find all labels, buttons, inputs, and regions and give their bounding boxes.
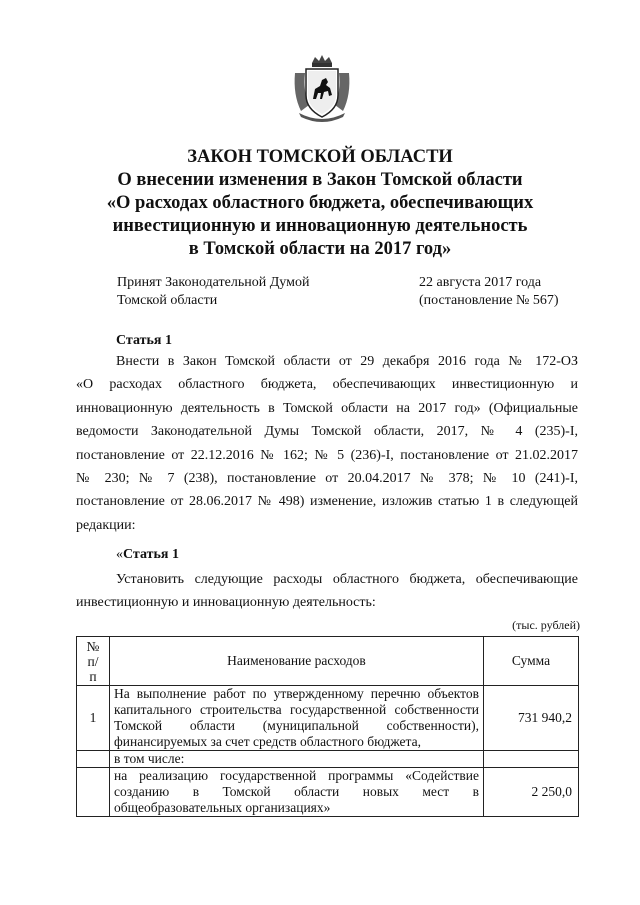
row-description-line: созданию в Томской области новых мест в: [114, 784, 479, 799]
row-number: [77, 768, 110, 817]
row-description: [110, 751, 484, 768]
row-sum: [484, 751, 579, 768]
document-title: [60, 146, 580, 261]
quote-mark: «: [116, 547, 123, 562]
title-line: ЗАКОН ТОМСКОЙ ОБЛАСТИ: [187, 147, 453, 167]
article-line: постановление от 22.12.2016 № 162; № 5 (236)-I, постановление от 21.02.2017: [76, 447, 578, 463]
row-description-line: в том числе:: [114, 751, 185, 766]
quoted-article-line: инвестиционную и инновационную деятельность:: [76, 595, 376, 611]
row-description: [110, 686, 484, 751]
title-line: инвестиционную и инновационную деятельность: [112, 216, 528, 236]
article-body: [76, 350, 578, 537]
title-line: «О расходах областного бюджета, обеспечивающих: [106, 193, 534, 213]
row-sum: 731 940,2: [484, 686, 579, 751]
header-name: Наименование расходов: [110, 637, 484, 686]
title-line: в Томской области на 2017 год»: [188, 239, 452, 259]
row-description: [110, 768, 484, 817]
coat-of-arms-icon: [291, 55, 353, 123]
article-line: «О расходах областного бюджета, обеспечивающих инвестиционную и: [76, 377, 578, 393]
row-description-line: на реализацию государственной программы «Содействие: [114, 768, 479, 783]
row-number: [77, 751, 110, 768]
article-line: постановление от 28.06.2017 № 498) изменение, изложив статью 1 в следующей: [76, 494, 578, 510]
row-description-line: финансируемых за счет средств областного бюджета,: [114, 734, 421, 749]
title-line: О внесении изменения в Закон Томской области: [117, 170, 523, 190]
quoted-article-heading: [116, 546, 179, 564]
adoption-body-line: Томской области: [117, 293, 218, 308]
article-line: редакции:: [76, 517, 136, 533]
article-heading: Статья 1: [116, 333, 172, 348]
row-sum: 2 250,0: [484, 768, 579, 817]
adoption-date: [419, 274, 559, 310]
adoption-body: [117, 274, 309, 310]
article-line: Внести в Закон Томской области от 29 декабря 2016 года № 172-ОЗ: [116, 354, 578, 369]
row-description-line: капитального строительства государственной собственности: [114, 702, 479, 717]
quoted-article-line: Установить следующие расходы областного бюджета, обеспечивающие: [116, 572, 578, 587]
adoption-date-line: (постановление № 567): [419, 293, 559, 308]
header-number-line: №: [86, 638, 100, 654]
article-line: инновационную деятельность в Томской области на 2017 год» (Официальные: [76, 400, 578, 416]
quoted-article-title: Статья 1: [123, 547, 179, 562]
table-unit-note: (тыс. рублей): [512, 618, 580, 632]
adoption-body-line: Принят Законодательной Думой: [117, 275, 310, 290]
header-sum: Сумма: [484, 637, 579, 686]
article-line: ведомости Законодательной Думы Томской области, 2017, № 4 (235)-I,: [76, 424, 578, 440]
table-row: [77, 686, 579, 751]
row-number: 1: [77, 686, 110, 751]
article-line: № 230; № 7 (238), постановление от 20.04.2017 № 378; № 10 (241)-I,: [76, 470, 578, 486]
adoption-date-line: 22 августа 2017 года: [419, 275, 542, 290]
header-number-line: п: [89, 668, 97, 684]
table-row: [77, 768, 579, 817]
row-description-line: Томской области (муниципальной собственности),: [114, 718, 479, 733]
row-description-line: общеобразовательных организациях»: [114, 800, 331, 815]
table-row: [77, 751, 579, 768]
row-description-line: На выполнение работ по утвержденному перечню объектов: [114, 686, 479, 701]
table-header-row: [77, 637, 579, 686]
header-number: [77, 637, 110, 686]
expenses-table: [76, 636, 579, 817]
header-number-line: п/: [87, 653, 99, 669]
quoted-article-body: [76, 568, 578, 615]
